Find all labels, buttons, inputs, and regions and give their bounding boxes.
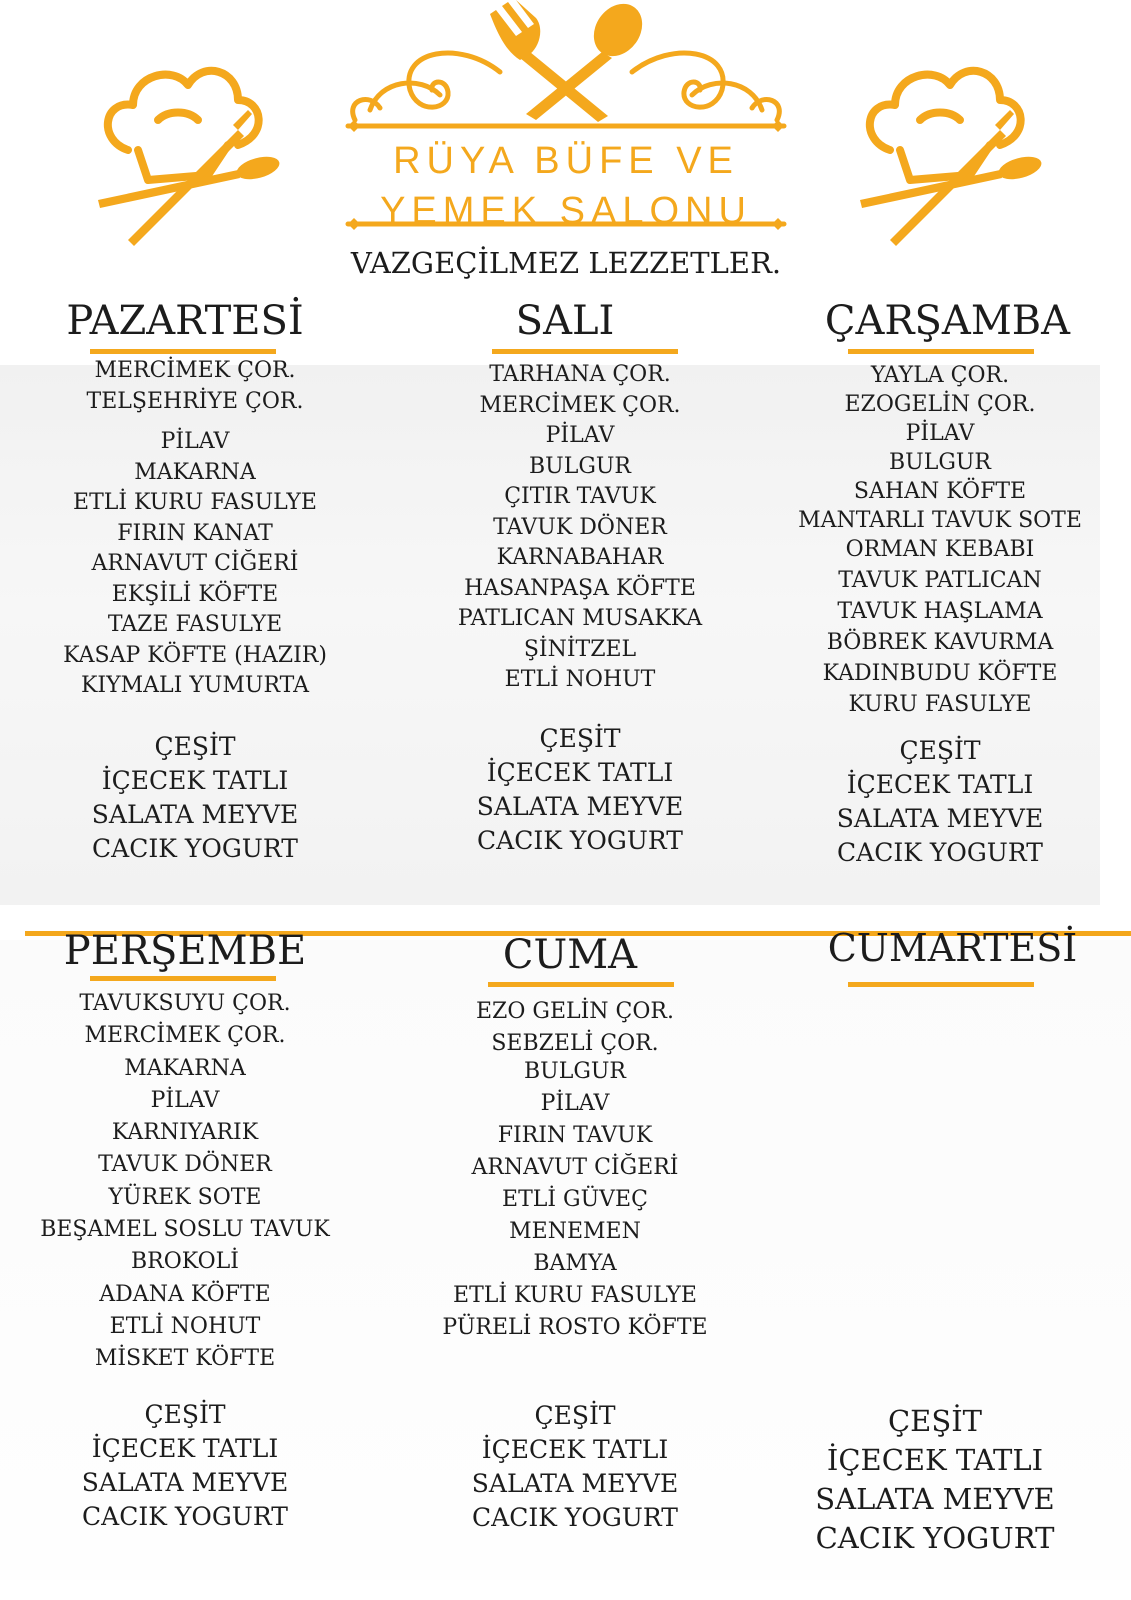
- extras-list-tuesday: [425, 722, 735, 858]
- extras-list-thursday: [30, 1398, 340, 1534]
- list-item: ETLİ KURU FASULYE: [453, 1283, 697, 1308]
- list-item: MENEMEN: [509, 1219, 641, 1244]
- extras-list-friday: [420, 1399, 730, 1535]
- list-item: ARNAVUT CİĞERİ: [471, 1155, 679, 1180]
- list-item: MERCİMEK ÇOR.: [84, 1023, 286, 1049]
- list-item: BEŞAMEL SOSLU TAVUK: [40, 1217, 330, 1243]
- extras-item: İÇECEK TATLI: [846, 770, 1034, 799]
- list-item: BULGUR: [524, 1059, 626, 1084]
- list-item: SAHAN KÖFTE: [853, 479, 1027, 504]
- day-underline: [848, 982, 1034, 987]
- menu-list-thursday: [20, 988, 350, 1376]
- list-item: TAVUK DÖNER: [98, 1152, 272, 1178]
- list-item: TAVUK PATLICAN: [838, 568, 1042, 593]
- list-item: BÖBREK KAVURMA: [826, 630, 1054, 655]
- list-item: YAYLA ÇOR.: [870, 363, 1010, 388]
- list-item: ORMAN KEBABI: [845, 537, 1035, 562]
- day-title-tuesday: SALI: [515, 298, 615, 344]
- menu-list-tuesday: [425, 360, 735, 696]
- menu-list-monday: [40, 356, 350, 702]
- extras-list-wednesday: [785, 734, 1095, 870]
- brand-slogan: VAZGEÇİLMEZ LEZZETLER.: [350, 246, 782, 280]
- list-item: ETLİ GÜVEÇ: [502, 1187, 648, 1212]
- brand-name-line2: YEMEK SALONU: [380, 190, 752, 232]
- extras-item: SALATA MEYVE: [81, 1468, 289, 1497]
- list-item: MAKARNA: [134, 459, 256, 485]
- list-item: TAVUK HAŞLAMA: [837, 599, 1043, 624]
- day-title-saturday: CUMARTESİ: [827, 926, 1078, 970]
- list-item: BAMYA: [533, 1251, 617, 1276]
- list-item: TELŞEHRİYE ÇOR.: [86, 388, 304, 414]
- extras-item: SALATA MEYVE: [471, 1469, 679, 1498]
- extras-item: CACIK YOGURT: [92, 834, 298, 863]
- extras-list-saturday: [770, 1402, 1100, 1558]
- menu-list-friday: [410, 996, 740, 1344]
- list-item: TAZE FASULYE: [107, 612, 283, 637]
- list-item: MAKARNA: [124, 1055, 246, 1081]
- list-item: ÇITIR TAVUK: [504, 484, 656, 509]
- extras-item: ÇEŞİT: [144, 1400, 226, 1429]
- list-item: TAVUK DÖNER: [493, 514, 667, 540]
- extras-item: CACIK YOGURT: [477, 826, 683, 855]
- list-item: SEBZELİ ÇOR.: [491, 1031, 659, 1056]
- list-item: EKŞİLİ KÖFTE: [111, 581, 279, 607]
- list-item: PATLICAN MUSAKKA: [457, 606, 703, 631]
- list-item: KARNABAHAR: [496, 545, 664, 570]
- menu-list-wednesday: [775, 361, 1105, 721]
- list-item: PİLAV: [540, 1091, 610, 1116]
- extras-item: İÇECEK TATLI: [91, 1434, 279, 1463]
- extras-list-monday: [40, 730, 350, 866]
- day-underline: [848, 349, 1034, 354]
- extras-item: ÇEŞİT: [534, 1401, 616, 1430]
- extras-item: CACIK YOGURT: [837, 838, 1043, 867]
- extras-item: İÇECEK TATLI: [826, 1443, 1044, 1477]
- list-item: FIRIN KANAT: [117, 520, 273, 546]
- extras-item: ÇEŞİT: [899, 736, 981, 765]
- list-item: BROKOLİ: [131, 1249, 239, 1275]
- list-item: PİLAV: [160, 429, 230, 454]
- extras-item: İÇECEK TATLI: [486, 758, 674, 787]
- chef-hat-icon: [850, 50, 1050, 250]
- list-item: ADANA KÖFTE: [99, 1281, 271, 1307]
- list-item: PİLAV: [150, 1087, 220, 1113]
- list-item: PİLAV: [545, 423, 615, 448]
- list-item: ŞİNİTZEL: [523, 636, 637, 662]
- list-item: MERCİMEK ÇOR.: [479, 392, 681, 418]
- list-item: MİSKET KÖFTE: [94, 1346, 276, 1372]
- day-underline: [90, 976, 276, 981]
- list-item: BULGUR: [529, 453, 631, 479]
- extras-item: İÇECEK TATLI: [481, 1435, 669, 1464]
- extras-item: CACIK YOGURT: [82, 1502, 288, 1531]
- list-item: TARHANA ÇOR.: [489, 362, 671, 387]
- extras-item: SALATA MEYVE: [836, 804, 1044, 833]
- list-item: KASAP KÖFTE (HAZIR): [63, 642, 327, 668]
- list-item: EZO GELİN ÇOR.: [476, 999, 674, 1024]
- day-title-friday: CUMA: [502, 932, 638, 978]
- list-item: YÜREK SOTE: [108, 1184, 262, 1210]
- chef-hat-icon: [88, 50, 288, 250]
- list-item: ETLİ KURU FASULYE: [73, 490, 317, 515]
- extras-item: ÇEŞİT: [887, 1404, 983, 1438]
- list-item: PİLAV: [905, 421, 975, 446]
- list-item: PÜRELİ ROSTO KÖFTE: [442, 1315, 708, 1340]
- list-item: KADINBUDU KÖFTE: [822, 661, 1058, 686]
- extras-item: ÇEŞİT: [154, 732, 236, 761]
- day-title-monday: PAZARTESİ: [66, 298, 304, 344]
- brand-name-line1: RÜYA BÜFE VE: [393, 140, 739, 182]
- day-underline: [488, 982, 674, 987]
- list-item: BULGUR: [889, 450, 991, 475]
- list-item: KIYMALI YUMURTA: [80, 673, 310, 698]
- extras-item: SALATA MEYVE: [815, 1482, 1055, 1516]
- day-underline: [90, 349, 276, 354]
- extras-item: İÇECEK TATLI: [101, 766, 289, 795]
- list-item: MERCİMEK ÇOR.: [94, 358, 296, 383]
- day-underline: [492, 349, 678, 354]
- extras-item: SALATA MEYVE: [91, 800, 299, 829]
- list-item: HASANPAŞA KÖFTE: [464, 575, 696, 601]
- list-item: MANTARLI TAVUK SOTE: [798, 508, 1082, 533]
- list-item: ETLİ NOHUT: [504, 667, 656, 692]
- extras-item: CACIK YOGURT: [472, 1503, 678, 1532]
- list-item: EZOGELİN ÇOR.: [844, 392, 1036, 417]
- list-item: ETLİ NOHUT: [109, 1313, 261, 1339]
- list-item: KURU FASULYE: [848, 692, 1032, 717]
- list-item: ARNAVUT CİĞERİ: [91, 551, 299, 576]
- extras-item: SALATA MEYVE: [476, 792, 684, 821]
- day-title-wednesday: ÇARŞAMBA: [824, 298, 1071, 344]
- list-item: TAVUKSUYU ÇOR.: [79, 991, 291, 1016]
- day-title-thursday: PERŞEMBE: [63, 928, 307, 974]
- list-item: FIRIN TAVUK: [497, 1123, 653, 1148]
- list-item: KARNIYARIK: [111, 1120, 259, 1146]
- extras-item: ÇEŞİT: [539, 724, 621, 753]
- extras-item: CACIK YOGURT: [815, 1521, 1055, 1555]
